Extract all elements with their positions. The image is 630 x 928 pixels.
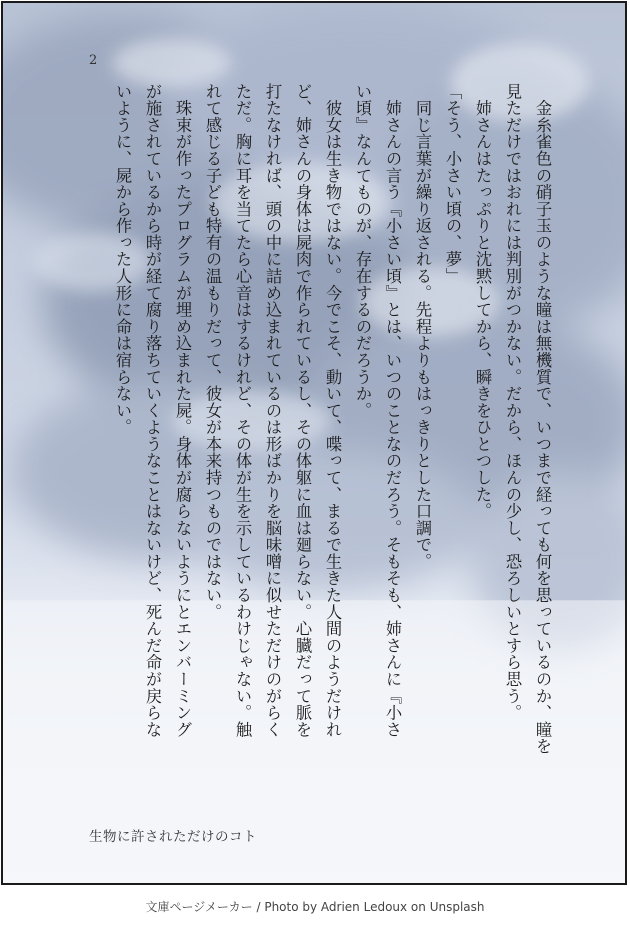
page-number: 2 (89, 53, 98, 68)
vertical-body-text (107, 83, 557, 873)
text-line: が施されているから時が経て腐り落ちていくようなことはないけど、死んだ命が戻らな (143, 83, 162, 738)
text-line: いように、屍から作った人形に命は宿らない。 (113, 83, 132, 436)
text-line: 「そう、小さい頃の、夢」 (443, 83, 462, 285)
text-line: ただ。胸に耳を当てたら心音はするけれど、その体が生を示しているわけじゃない。触 (233, 83, 252, 738)
text-line: 彼女は生き物ではない。今でこそ、動いて、喋って、まるで生きた人間のようだけれ (323, 83, 342, 738)
text-line: 同じ言葉が繰り返される。先程よりもはっきりとした口調で。 (413, 83, 432, 570)
book-title: 生物に許されただけのコト (89, 829, 257, 845)
text-line: 姉さんはたっぷりと沈黙してから、瞬きをひとつした。 (473, 83, 492, 520)
photo-credit: 文庫ページメーカー / Photo by Adrien Ledoux on Unsplash (145, 900, 485, 914)
text-line: 珠束が作ったプログラムが埋め込まれた屍。身体が腐らないようにとエンバーミング (173, 83, 192, 738)
text-line: 打たなければ、頭の中に詰め込まれているのは形ばかりを脳味噌に似せただけのがらく (263, 83, 282, 738)
page-frame (1, 1, 627, 885)
text-line: 姉さんの言う『小さい頃』とは、いつのことなのだろう。そもそも、姉さんに『小さ (383, 83, 402, 738)
text-line: い頃』なんてものが、存在するのだろうか。 (353, 83, 372, 419)
text-line: 見ただけではおれには判別がつかない。だから、ほんの少し、恐ろしいとすら思う。 (503, 83, 522, 722)
text-line: 金糸雀色の硝子玉のような瞳は無機質で、いつまで経っても何を思っているのか、瞳を (533, 83, 552, 755)
text-line: れて感じる子ども特有の温もりだって、彼女が本来持つものではない。 (203, 83, 222, 621)
text-line: ど、姉さんの身体は屍肉で作られているし、その体躯に血は廻らない。心臓だって脈を (293, 83, 312, 738)
